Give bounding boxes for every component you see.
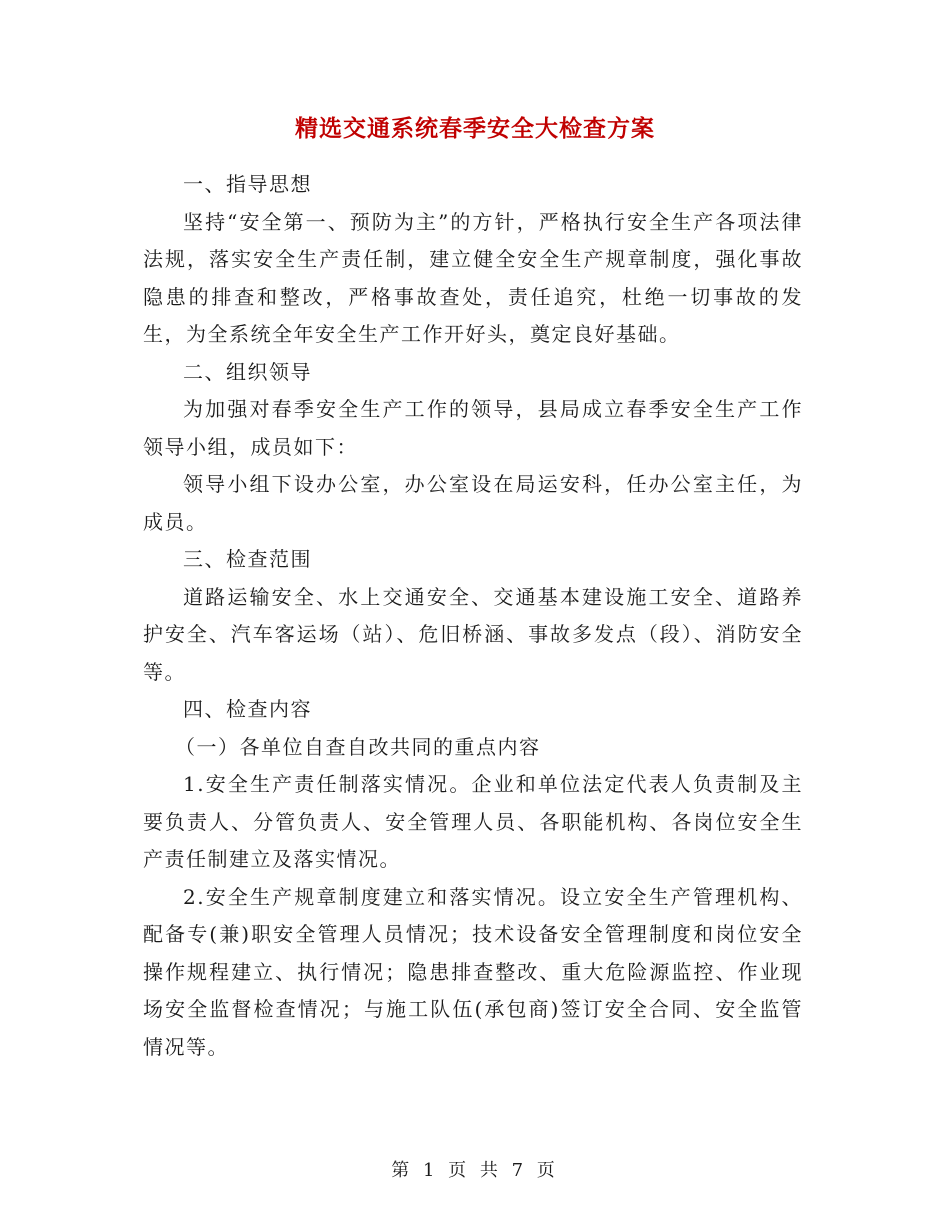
- paragraph: 领导小组下设办公室，办公室设在局运安科，任办公室主任，为成员。: [143, 472, 803, 534]
- section-heading-guiding-ideology: 一、指导思想: [183, 172, 312, 196]
- subsection-heading: （一）各单位自查自改共同的重点内容: [175, 734, 541, 759]
- document-title: 精选交通系统春季安全大检查方案: [295, 115, 655, 142]
- paragraph: 为加强对春季安全生产工作的领导，县局成立春季安全生产工作领导小组，成员如下：: [143, 397, 803, 459]
- section-heading-inspection-content: 四、检查内容: [183, 697, 312, 721]
- document-body: [143, 166, 803, 1066]
- paragraph: 1.安全生产责任制落实情况。企业和单位法定代表人负责制及主要负责人、分管负责人、安全管理人员、各职能机构、各岗位安全生产责任制建立及落实情况。: [143, 772, 803, 871]
- page-number-footer: 第 1 页 共 7 页: [391, 1160, 559, 1181]
- paragraph: 坚持“安全第一、预防为主”的方针，严格执行安全生产各项法律法规，落实安全生产责任制，建立健全安全生产规章制度，强化事故隐患的排查和整改，严格事故查处，责任追究，杜绝一切事故的发生，为全系统全年安全生产工作开好头，奠定良好基础。: [143, 209, 803, 346]
- paragraph: 道路运输安全、水上交通安全、交通基本建设施工安全、道路养护安全、汽车客运场（站）、危旧桥涵、事故多发点（段）、消防安全等。: [143, 584, 803, 684]
- section-heading-inspection-scope: 三、检查范围: [183, 547, 312, 571]
- section-heading-organization: 二、组织领导: [183, 359, 312, 384]
- paragraph: 2.安全生产规章制度建立和落实情况。设立安全生产管理机构、配备专(兼)职安全管理人员情况；技术设备安全管理制度和岗位安全操作规程建立、执行情况；隐患排查整改、重大危险源监控、作业现场安全监督检查情况；与施工队伍(承包商)签订安全合同、安全监管情况等。: [143, 884, 803, 1059]
